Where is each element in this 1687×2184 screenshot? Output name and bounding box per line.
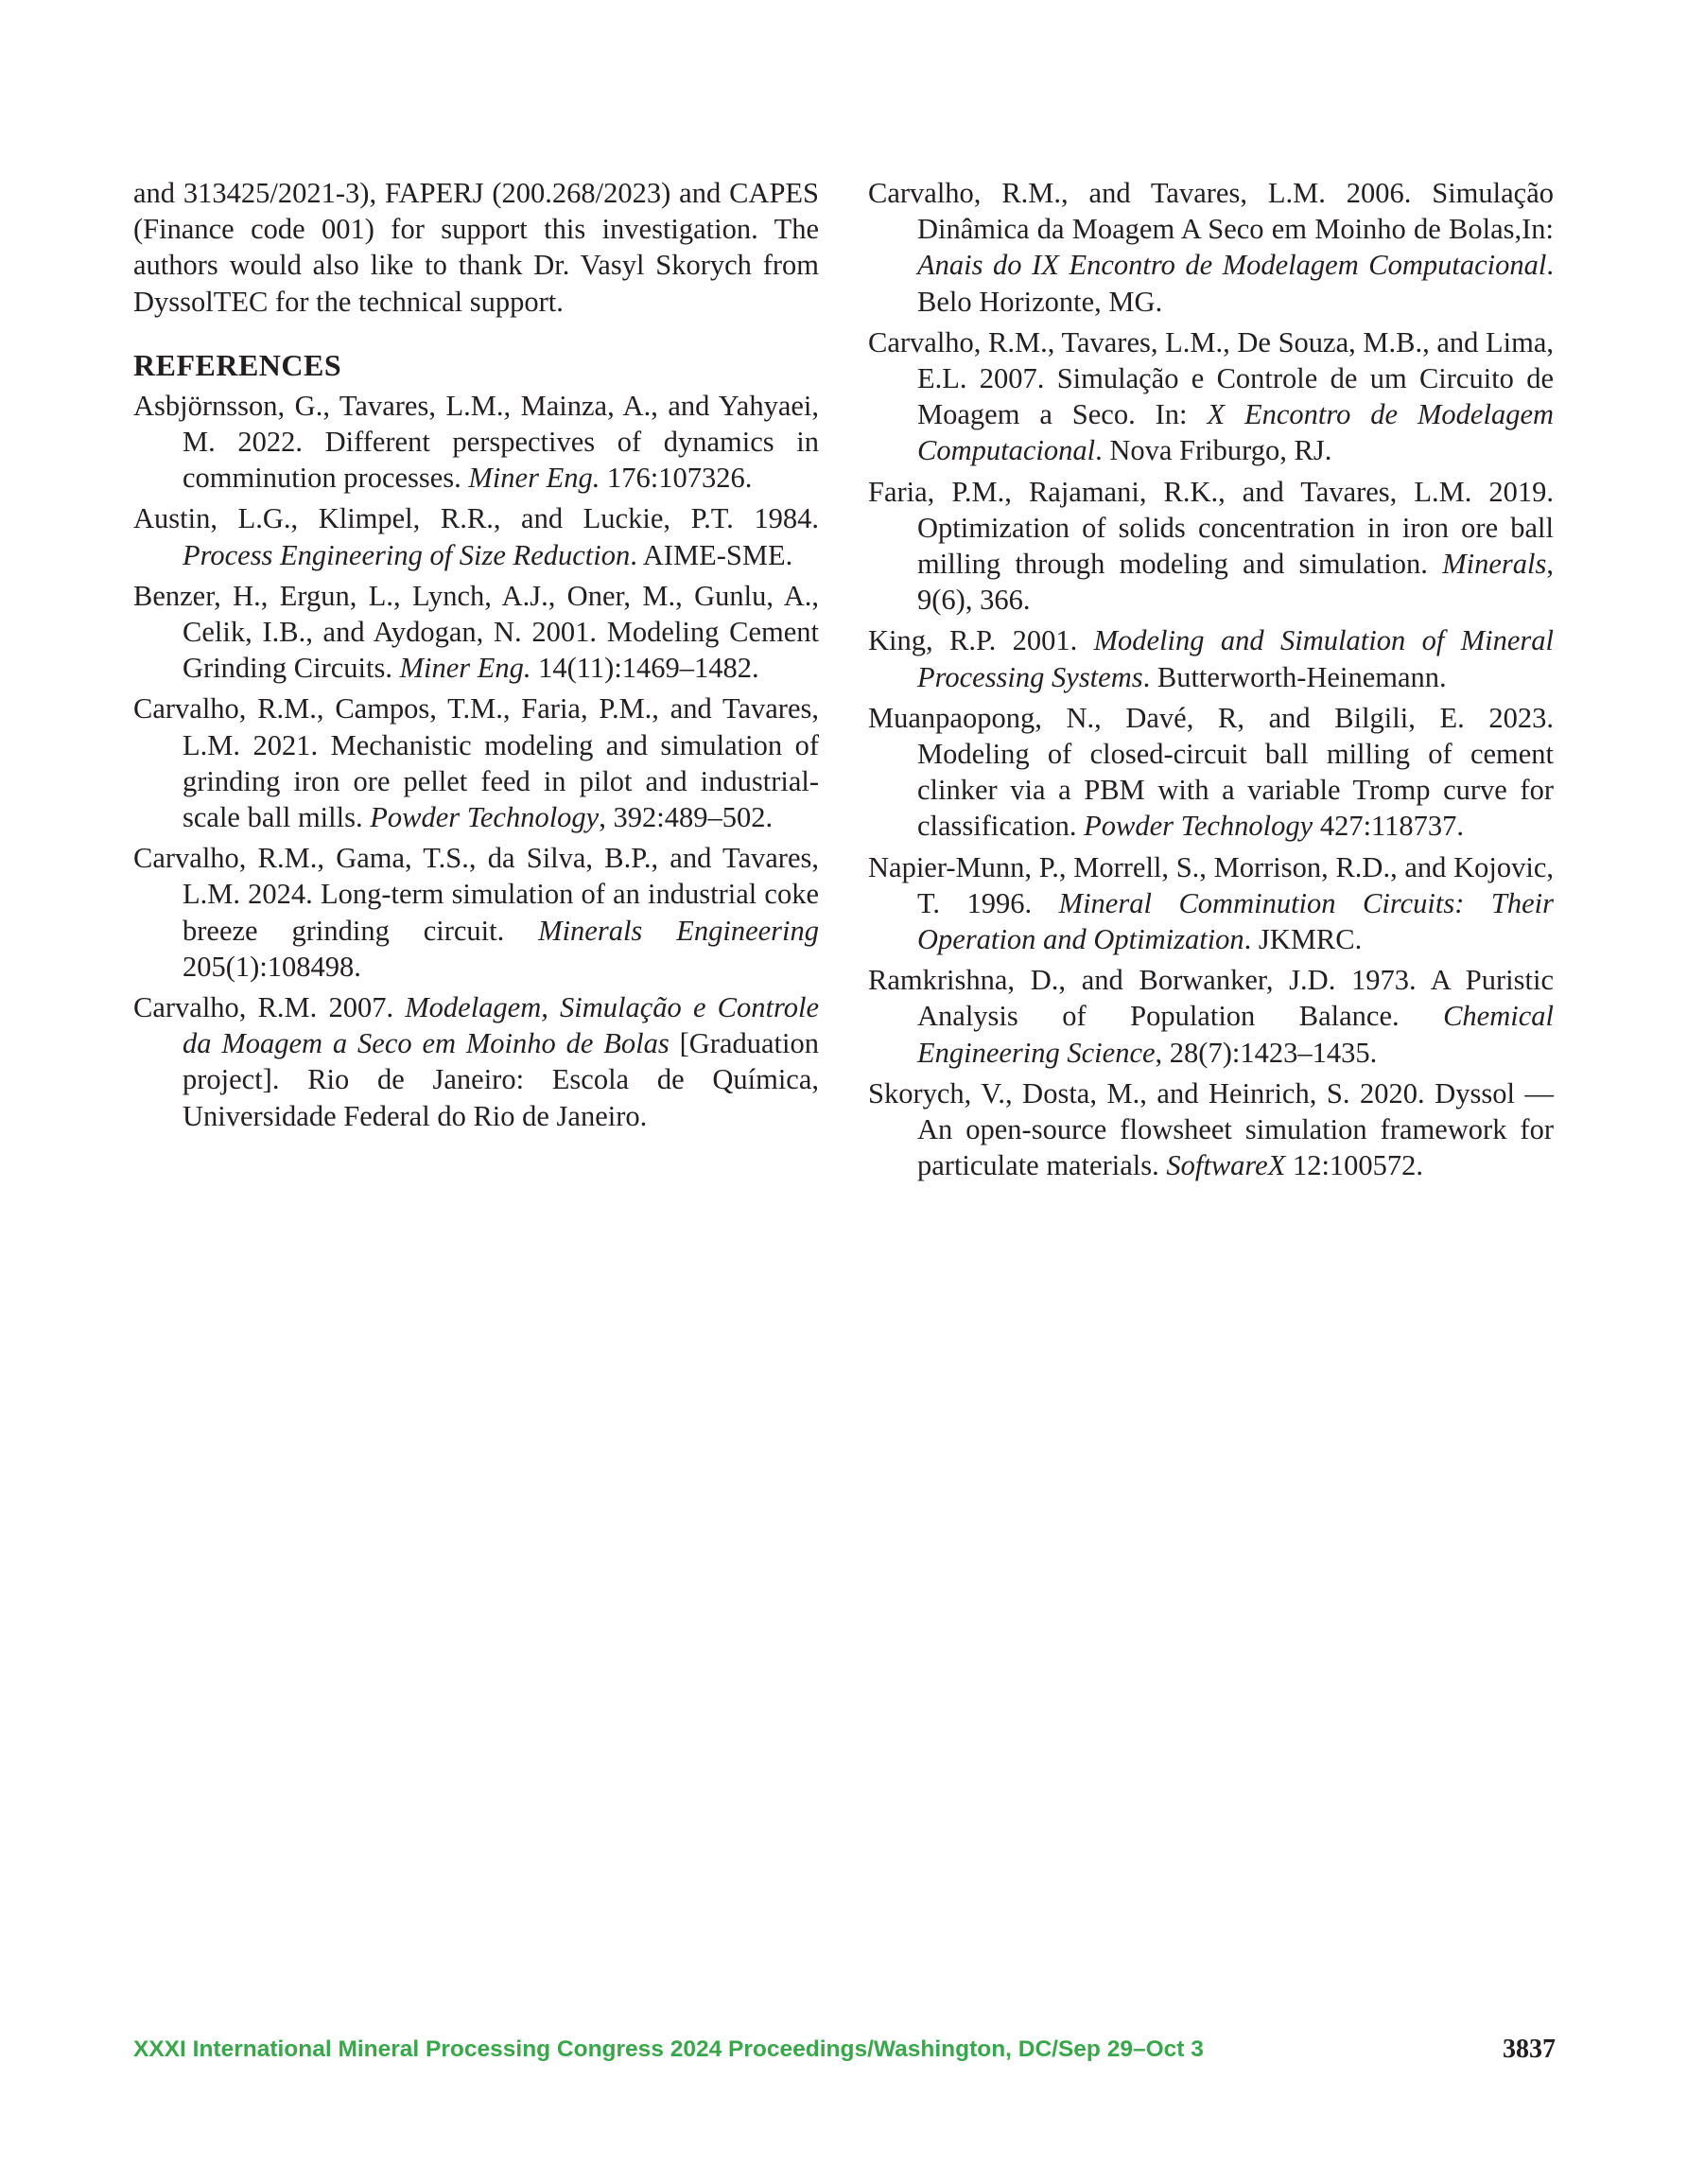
reference-entry: Carvalho, R.M. 2007. Modelagem, Simulação e Controle da Moagem a Seco em Moinho de Bolas [Graduation project]. Rio de Janeiro: Escola de Química, Universidade Federal do Rio de Janeiro. (133, 991, 819, 1132)
reference-entry: Austin, L.G., Klimpel, R.R., and Luckie, P.T. 1984. Process Engineering of Size Reduction. AIME-SME. (133, 502, 819, 571)
reference-entry: Muanpaopong, N., Davé, R, and Bilgili, E. 2023. Modeling of closed-circuit ball milling of cement clinker via a PBM with a variable Tromp curve for classification. Powder Technology 427:118737. (868, 701, 1554, 843)
references-heading: REFERENCES (133, 347, 342, 382)
acknowledgement-paragraph: and 313425/2021-3), FAPERJ (200.268/2023) and CAPES (Finance code 001) for support this investigation. The authors would also like to thank Dr. Vasyl Skorych from DyssolTEC for the technical support. (133, 177, 819, 318)
footer-conference-title: XXXI International Mineral Processing Congress 2024 Proceedings/Washington, DC/Sep 29–Oct 3 (133, 2036, 1204, 2062)
reference-entry: Faria, P.M., Rajamani, R.K., and Tavares, L.M. 2019. Optimization of solids concentration in iron ore ball milling through modeling and simulation. Minerals, 9(6), 366. (868, 475, 1554, 617)
reference-entry: Asbjörnsson, G., Tavares, L.M., Mainza, A., and Yahyaei, M. 2022. Different perspectives of dynamics in comminution processes. Miner Eng. 176:107326. (133, 389, 819, 495)
reference-entry: Napier-Munn, P., Morrell, S., Morrison, R.D., and Kojovic, T. 1996. Mineral Comminution Circuits: Their Operation and Optimization. JKMRC. (868, 850, 1554, 956)
page-footer (133, 2036, 1556, 2074)
reference-entry: Ramkrishna, D., and Borwanker, J.D. 1973. A Puristic Analysis of Population Balance. Chemical Engineering Science, 28(7):1423–1435. (868, 964, 1554, 1069)
reference-entry: Carvalho, R.M., Campos, T.M., Faria, P.M., and Tavares, L.M. 2021. Mechanistic modeling and simulation of grinding iron ore pellet feed in pilot and industrial-scale ball mills. Powder Technology, 392:489–502. (133, 692, 819, 834)
page-number: 3837 (1503, 2035, 1556, 2064)
reference-entry: Carvalho, R.M., Gama, T.S., da Silva, B.P., and Tavares, L.M. 2024. Long-term simulation of an industrial coke breeze grinding circuit. Minerals Engineering 205(1):108498. (133, 842, 819, 983)
left-column (133, 175, 819, 1139)
reference-entry: Carvalho, R.M., Tavares, L.M., De Souza, M.B., and Lima, E.L. 2007. Simulação e Controle de um Circuito de Moagem a Seco. In: X Encontro de Modelagem Computacional. Nova Friburgo, RJ. (868, 325, 1555, 467)
reference-entry: Benzer, H., Ergun, L., Lynch, A.J., Oner, M., Gunlu, A., Celik, I.B., and Aydogan, N. 2001. Modeling Cement Grinding Circuits. Miner Eng. 14(11):1469–1482. (133, 579, 819, 685)
reference-entry: Carvalho, R.M., and Tavares, L.M. 2006. Simulação Dinâmica da Moagem A Seco em Moinho de Bolas,In: Anais do IX Encontro de Modelagem Computacional. Belo Horizonte, MG. (868, 177, 1554, 318)
reference-entry: Skorych, V., Dosta, M., and Heinrich, S. 2020. Dyssol — An open-source flowsheet simulation framework for particulate materials. SoftwareX 12:100572. (868, 1076, 1554, 1182)
references-list-left (133, 388, 819, 1134)
references-list-right (868, 175, 1554, 1183)
reference-entry: King, R.P. 2001. Modeling and Simulation of Mineral Processing Systems. Butterworth-Heinemann. (868, 624, 1554, 693)
right-column (868, 175, 1554, 1188)
